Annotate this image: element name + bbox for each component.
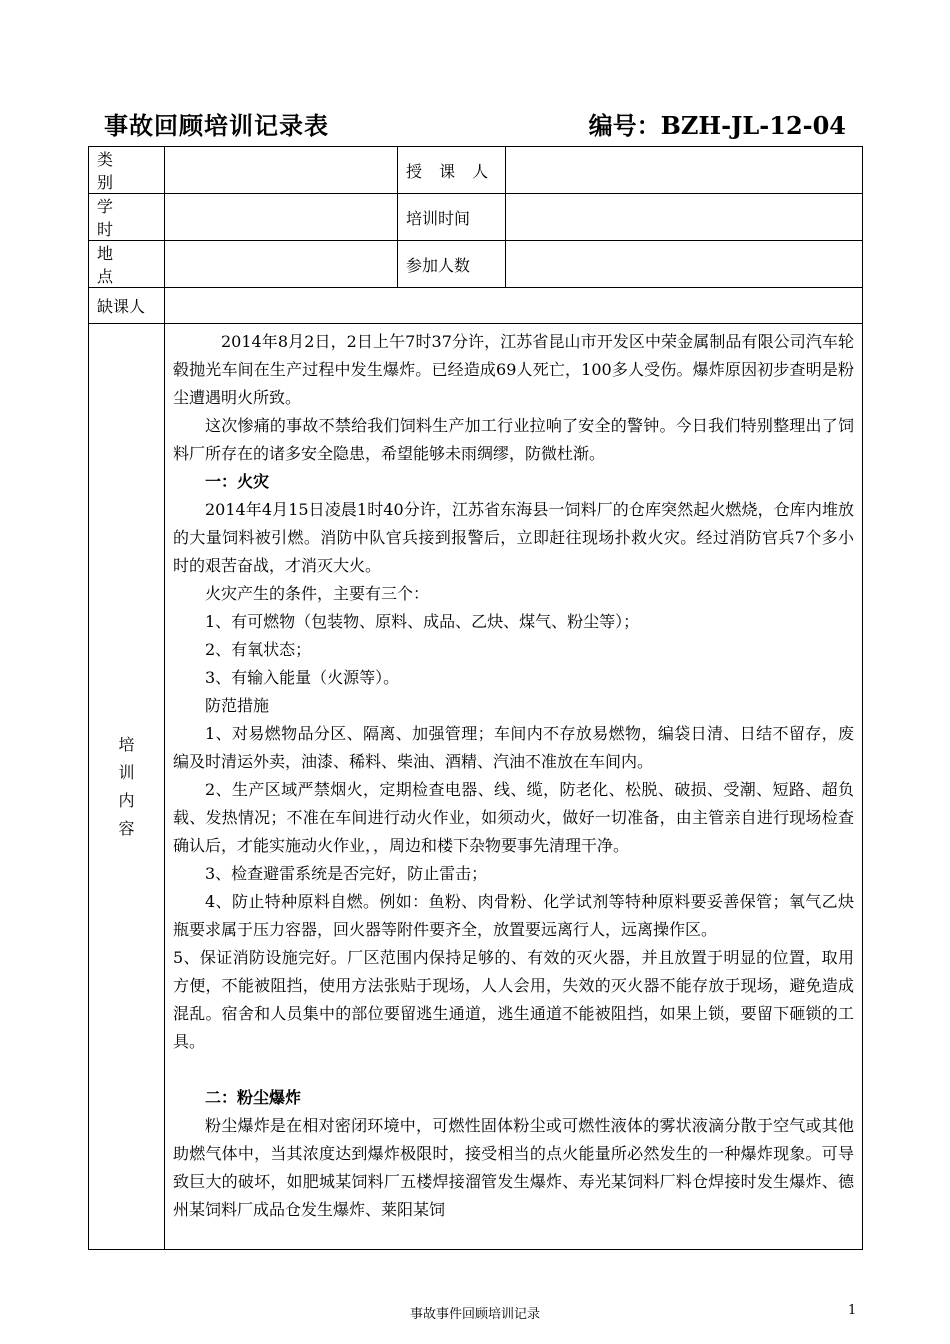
row-place <box>89 241 863 288</box>
hours-label: 学 时 <box>89 194 165 241</box>
content-paragraph: 2014年4月15日凌晨1时40分许，江苏省东海县一饲料厂的仓库突然起火燃烧，仓库内堆放的大量饲料被引燃。消防中队官兵接到报警后，立即赶往现场扑救火灾。经过消防官兵7个多小时的艰苦奋战，才消灭大火。 <box>173 500 854 575</box>
row-category <box>89 147 863 194</box>
content-paragraph: 火灾产生的条件，主要有三个： <box>205 584 430 603</box>
time-field[interactable] <box>506 194 863 241</box>
teacher-field[interactable] <box>506 147 863 194</box>
place-label: 地 点 <box>89 241 165 288</box>
attendees-label: 参加人数 <box>398 241 506 288</box>
footer-text: 事故事件回顾培训记录 <box>409 1307 540 1322</box>
document-title: 事故回顾培训记录表 <box>104 111 329 140</box>
content-label <box>89 324 165 1250</box>
section-heading-fire: 一：火灾 <box>205 472 270 491</box>
page-number: 1 <box>848 1303 857 1318</box>
content-label-char: 训 <box>118 762 135 782</box>
content-paragraph: 3、检查避雷系统是否完好，防止雷击； <box>205 864 488 883</box>
absent-label: 缺课人 <box>89 288 165 324</box>
place-field[interactable] <box>165 241 398 288</box>
training-record-table <box>88 146 863 1250</box>
content-paragraph: 2、生产区域严禁烟火，定期检查电器、线、缆，防老化、松脱、破损、受潮、短路、超负载、发热情况；不准在车间进行动火作业，如须动火，做好一切准备，由主管亲自进行现场检查确认后，才能实施动火作业，，周边和楼下杂物要事先清理干净。 <box>173 780 854 855</box>
content-paragraph: 1、对易燃物品分区、隔离、加强管理；车间内不存放易燃物，编袋日清、日结不留存，废编及时清运外卖，油漆、稀料、柴油、酒精、汽油不准放在车间内。 <box>173 724 854 771</box>
category-label: 类 别 <box>89 147 165 194</box>
time-label: 培训时间 <box>398 194 506 241</box>
content-paragraph: 2014年8月2日，2日上午7时37分许，江苏省昆山市开发区中荣金属制品有限公司汽车轮毂抛光车间在生产过程中发生爆炸。已经造成69人死亡，100多人受伤。爆炸原因初步查明是粉尘遭遇明火所致。 <box>173 332 854 407</box>
content-paragraph: 4、防止特种原料自燃。例如：鱼粉、肉骨粉、化学试剂等特种原料要妥善保管；氧气乙炔瓶要求属于压力容器，回火器等附件要齐全，放置要远离行人，远离操作区。 <box>173 892 854 939</box>
row-content <box>89 324 863 1250</box>
row-absent <box>89 288 863 324</box>
blank-line <box>173 1056 854 1084</box>
training-content <box>165 324 863 1250</box>
content-paragraph: 5、保证消防设施完好。厂区范围内保持足够的、有效的灭火器，并且放置于明显的位置，取用方便，不能被阻挡，使用方法张贴于现场，人人会用，失效的灭火器不能存放于现场，避免造成混乱。宿舍和人员集中的部位要留逃生通道，逃生通道不能被阻挡，如果上锁，要留下砸锁的工具。 <box>173 948 854 1051</box>
content-paragraph: 3、有输入能量（火源等）。 <box>205 668 400 687</box>
teacher-label: 授 课 人 <box>398 147 506 194</box>
title-row <box>104 106 846 142</box>
content-paragraph: 2、有氧状态； <box>205 640 312 659</box>
attendees-field[interactable] <box>506 241 863 288</box>
content-label-char: 培 <box>118 734 135 754</box>
content-label-char: 容 <box>118 818 135 838</box>
absent-field[interactable] <box>165 288 863 324</box>
content-label-char: 内 <box>118 790 135 810</box>
row-hours <box>89 194 863 241</box>
document-code: 编号：BZH-JL-12-04 <box>588 111 846 140</box>
section-heading-dust-explosion: 二：粉尘爆炸 <box>205 1088 302 1107</box>
content-paragraph: 1、有可燃物（包装物、原料、成品、乙炔、煤气、粉尘等）； <box>205 612 640 631</box>
hours-field[interactable] <box>165 194 398 241</box>
content-paragraph: 粉尘爆炸是在相对密闭环境中，可燃性固体粉尘或可燃性液体的雾状液滴分散于空气或其他助燃气体中，当其浓度达到爆炸极限时，接受相当的点火能量所必然发生的一种爆炸现象。可导致巨大的破坏，如肥城某饲料厂五楼焊接溜管发生爆炸、寿光某饲料厂料仓焊接时发生爆炸、德州某饲料厂成品仓发生爆炸、莱阳某饲 <box>173 1116 854 1219</box>
category-field[interactable] <box>165 147 398 194</box>
content-paragraph: 防范措施 <box>205 696 270 715</box>
content-paragraph: 这次惨痛的事故不禁给我们饲料生产加工行业拉响了安全的警钟。今日我们特别整理出了饲料厂所存在的诸多安全隐患，希望能够未雨绸缪，防微杜渐。 <box>173 416 854 463</box>
